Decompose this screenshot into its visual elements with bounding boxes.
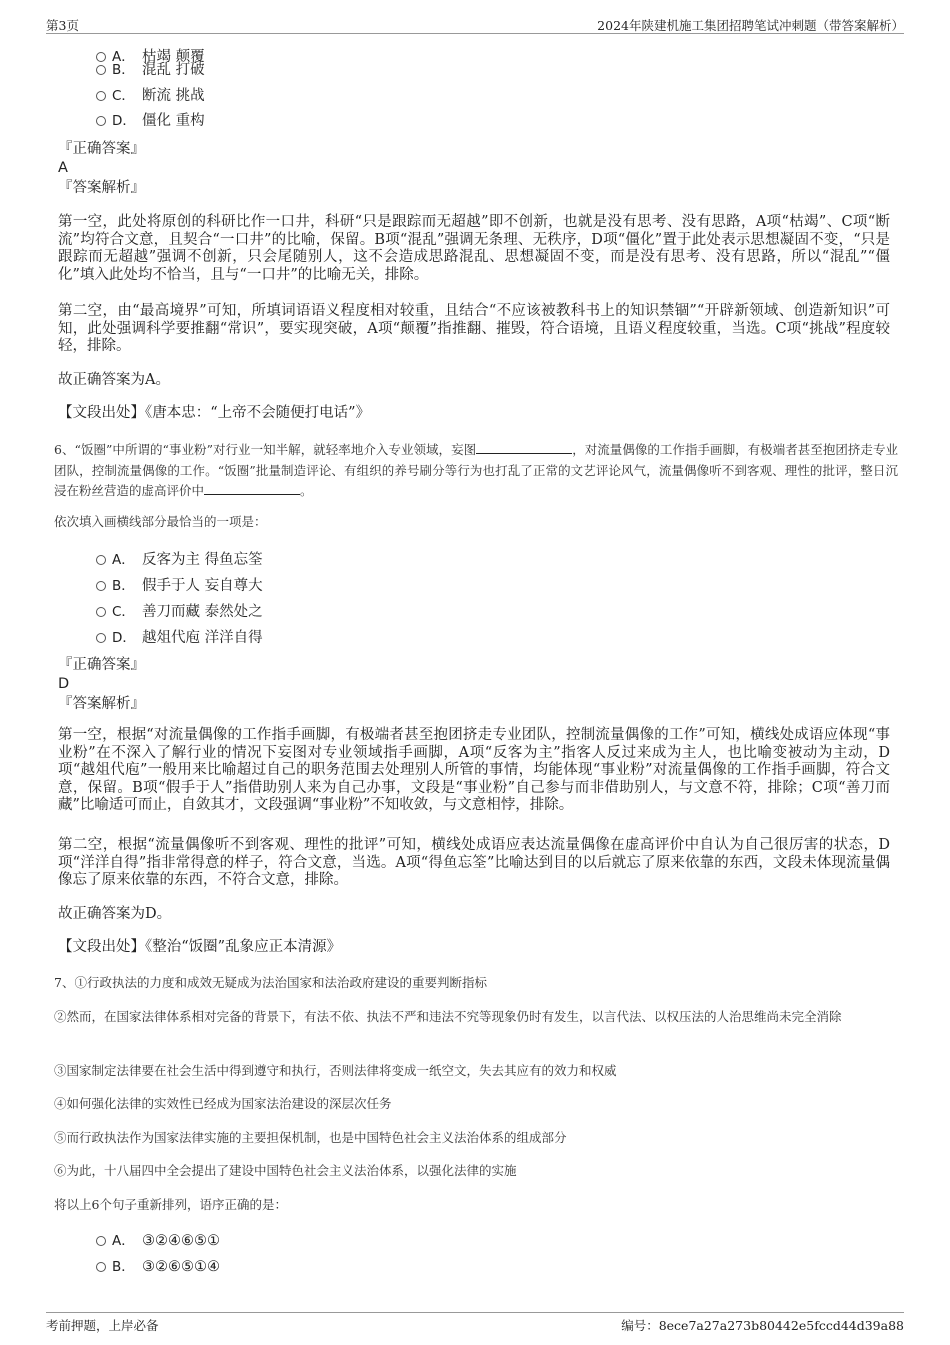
- q7-sentence-5: ⑤而行政执法作为国家法律实施的主要担保机制，也是中国特色社会主义法治体系的组成部分: [54, 1130, 567, 1145]
- radio-icon[interactable]: [96, 581, 106, 591]
- q5-answer: A: [58, 160, 68, 176]
- q6-prompt: 依次填入画横线部分最恰当的一项是：: [54, 514, 267, 529]
- q5-option-a[interactable]: A． 枯竭 颠覆: [96, 48, 205, 66]
- q7-sentence-4: ④如何强化法律的实效性已经成为国家法治建设的深层次任务: [54, 1096, 392, 1111]
- q5-option-d[interactable]: D． 僵化 重构: [96, 112, 205, 130]
- blank-1: [476, 442, 572, 454]
- document-code: 编号：8ece7a27a273b80442e5fccd44d39a88: [621, 1318, 904, 1333]
- q6-option-d[interactable]: D． 越俎代庖 洋洋自得: [96, 629, 263, 647]
- q5-source: 【文段出处】《唐本忠：“上帝不会随便打电话”》: [58, 405, 371, 421]
- radio-icon[interactable]: [96, 116, 106, 126]
- q7-sentence-6: ⑥为此，十八届四中全会提出了建设中国特色社会主义法治体系，以强化法律的实施: [54, 1163, 517, 1178]
- q5-conclusion: 故正确答案为A。: [58, 372, 170, 388]
- q5-answer-label: 『正确答案』: [58, 141, 145, 157]
- q5-analysis-para-1: 第一空，此处将原创的科研比作一口井，科研“只是跟踪而无超越”即不创新，也就是没有思考、没有思路，A项“枯竭”、C项“断流”均符合文意，且契合“一口井”的比喻，保留。B项“混乱”强调无条理、无秩序，D项“僵化”置于此处表示思想凝固不变，“只是跟踪而无超越”强调不创新，只会尾随别人，这不会造成思路混乱、思想凝固不变，而是没有思考、没有思路，所以“混乱”“僵化”填入此处均不恰当，且与“一口井”的比喻无关，排除。: [58, 214, 890, 283]
- q7-option-a[interactable]: A． ③②④⑥⑤①: [96, 1232, 220, 1250]
- q6-analysis-para-1: 第一空，根据“对流量偶像的工作指手画脚，有极端者甚至抱团挤走专业团队，控制流量偶像的工作”可知，横线处成语应体现“事业粉”在不深入了解行业的情况下妄图对专业领域指手画脚，A项“反客为主”指客人反过来成为主人，也比喻变被动为主动，D项“越俎代庖”一般用来比喻超过自己的职务范围去处理别人所管的事情，均能体现“事业粉”对流量偶像的工作指手画脚，符合文意，保留。B项“假手于人”指借助别人来为自己办事，文段是“事业粉”自己参与而非借助别人，与文意不符，排除；C项“善刀而藏”比喻适可而止，自敛其才，文段强调“事业粉”不知收敛，与文意相悖，排除。: [58, 727, 890, 814]
- q6-option-c[interactable]: C． 善刀而藏 泰然处之: [96, 603, 263, 621]
- q5-analysis-label: 『答案解析』: [58, 180, 145, 196]
- radio-icon[interactable]: [96, 91, 106, 101]
- q7-sentence-1: 7、①行政执法的力度和成效无疑成为法治国家和法治政府建设的重要判断指标: [54, 975, 487, 990]
- radio-icon[interactable]: [96, 1262, 106, 1272]
- q6-analysis-label: 『答案解析』: [58, 696, 145, 712]
- q5-option-b[interactable]: B． 混乱 打破: [96, 61, 205, 79]
- radio-icon[interactable]: [96, 555, 106, 565]
- page-header: [46, 14, 904, 34]
- q6-source: 【文段出处】《整治“饭圈”乱象应正本清源》: [58, 939, 342, 955]
- q7-prompt: 将以上6个句子重新排列，语序正确的是：: [54, 1197, 287, 1212]
- q6-answer: D: [58, 676, 70, 692]
- q7-sentence-2: ②然而，在国家法律体系相对完备的背景下，有法不依、执法不严和违法不究等现象仍时有发生，以言代法、以权压法的人治思维尚未完全消除: [54, 1009, 842, 1024]
- q6-answer-label: 『正确答案』: [58, 657, 145, 673]
- q7-option-b[interactable]: B． ③②⑥⑤①④: [96, 1258, 220, 1276]
- radio-icon[interactable]: [96, 607, 106, 617]
- q5-analysis-para-2: 第二空，由“最高境界”可知，所填词语语义程度相对较重，且结合“不应该被教科书上的知识禁锢”“开辟新领域、创造新知识”可知，此处强调科学要推翻“常识”，要实现突破，A项“颠覆”指推翻、摧毁，符合语境，且语义程度较重，当选。C项“挑战”程度较轻，排除。: [58, 303, 890, 355]
- radio-icon[interactable]: [96, 65, 106, 75]
- footer-slogan: 考前押题，上岸必备: [46, 1318, 159, 1333]
- q7-sentence-3: ③国家制定法律要在社会生活中得到遵守和执行，否则法律将变成一纸空文，失去其应有的效力和权威: [54, 1063, 617, 1078]
- q6-option-a[interactable]: A． 反客为主 得鱼忘筌: [96, 551, 263, 569]
- document-title: 2024年陕建机施工集团招聘笔试冲刺题（带答案解析）: [597, 18, 904, 33]
- q6-option-b[interactable]: B． 假手于人 妄自尊大: [96, 577, 263, 595]
- q6-conclusion: 故正确答案为D。: [58, 906, 172, 922]
- blank-2: [204, 483, 300, 495]
- page-footer: [46, 1312, 904, 1332]
- q6-stem: 6、“饭圈”中所谓的“事业粉”对行业一知半解，就轻率地介入专业领域，妄图 ，对流量偶像的工作指手画脚，有极端者甚至抱团挤走专业团队，控制流量偶像的工作。“饭圈”批量制造评论、有组织的养号刷分等行为也打乱了正常的文艺评论风气，流量偶像听不到客观、理性的批评，整日沉浸在粉丝营造的虚高评价中 。: [54, 442, 898, 498]
- page-number: 第3页: [46, 18, 79, 33]
- q5-option-c[interactable]: C． 断流 挑战: [96, 87, 205, 105]
- radio-icon[interactable]: [96, 1236, 106, 1246]
- q6-analysis-para-2: 第二空，根据“流量偶像听不到客观、理性的批评”可知，横线处成语应表达流量偶像在虚高评价中自认为自己很厉害的状态，D项“洋洋自得”指非常得意的样子，符合文意，当选。A项“得鱼忘筌”比喻达到目的以后就忘了原来依靠的东西，文段未体现流量偶像忘了原来依靠的东西，不符合文意，排除。: [58, 837, 890, 889]
- radio-icon[interactable]: [96, 633, 106, 643]
